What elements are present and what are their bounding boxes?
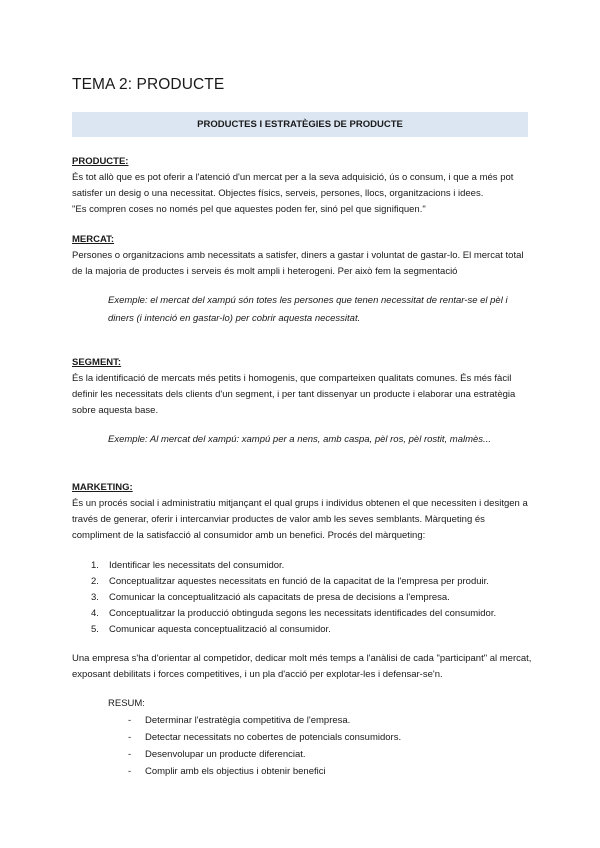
list-text: Desenvolupar un producte diferenciat. bbox=[145, 749, 306, 760]
list-item bbox=[72, 574, 532, 590]
marketing-closing bbox=[72, 651, 532, 683]
list-text: Complir amb els objectius i obtenir benefici bbox=[145, 766, 326, 777]
marketing-definition: És un procés social i administratiu mitjançant el qual grups i individus obtenen el que necessiten i desitgen a través de generar, oferir i intercanviar productes de valor amb les seves semblants. Màrqueting és compliment de la satisfacció al consumidor amb un benefici. Procés del màrqueting: bbox=[72, 498, 528, 541]
mercat-section bbox=[72, 232, 532, 280]
producte-heading: PRODUCTE: bbox=[72, 156, 129, 167]
list-item bbox=[108, 712, 508, 729]
producte-quote: "Es compren coses no només pel que aquestes poden fer, sinó pel que signifiquen." bbox=[72, 204, 426, 215]
marketing-process-list bbox=[72, 558, 532, 638]
mercat-heading: MERCAT: bbox=[72, 234, 115, 245]
bullet-dash: - bbox=[128, 749, 132, 760]
resum-list bbox=[108, 712, 508, 780]
segment-heading: SEGMENT: bbox=[72, 357, 122, 368]
list-number: 4. bbox=[91, 608, 99, 619]
list-text: Determinar l'estratègia competitiva de l'empresa. bbox=[145, 715, 351, 726]
list-text: Conceptualitzar aquestes necessitats en funció de la capacitat de la l'empresa per produir. bbox=[109, 576, 489, 587]
list-number: 3. bbox=[91, 592, 99, 603]
producte-definition: És tot allò que es pot oferir a l'atenció d'un mercat per a la seva adquisició, ús o consum, i que a més pot satisfer un desig o una necessitat. Objectes físics, serveis, persones, llocs, organitzacions i idees. bbox=[72, 172, 514, 199]
list-number: 1. bbox=[91, 560, 99, 571]
producte-section bbox=[72, 154, 532, 218]
bullet-dash: - bbox=[128, 766, 132, 777]
mercat-definition: Persones o organitzacions amb necessitats a satisfer, diners a gastar i voluntat de gastar-lo. El mercat total de la majoria de productes i serveis és molt ampli i heterogeni. Per això fem la segmentació bbox=[72, 250, 524, 277]
list-item bbox=[108, 729, 508, 746]
list-number: 5. bbox=[91, 624, 99, 635]
segment-example: Exemple: Al mercat del xampú: xampú per a nens, amb caspa, pèl ros, pèl rostit, malmès... bbox=[108, 434, 491, 445]
list-item bbox=[72, 606, 532, 622]
list-item bbox=[108, 746, 508, 763]
segment-definition: És la identificació de mercats més petits i homogenis, que comparteixen qualitats comunes. És més fàcil definir les necessitats dels clients d'un segment, i per tant dissenyar un producte i elaborar una estratègia sobre aquesta base. bbox=[72, 373, 516, 416]
list-text: Detectar necessitats no cobertes de potencials consumidors. bbox=[145, 732, 402, 743]
list-text: Comunicar aquesta conceptualització al consumidor. bbox=[109, 624, 331, 635]
marketing-section bbox=[72, 480, 532, 544]
list-number: 2. bbox=[91, 576, 99, 587]
list-item bbox=[108, 763, 508, 780]
segment-section bbox=[72, 355, 532, 419]
page-title: TEMA 2: PRODUCTE bbox=[72, 76, 225, 93]
bullet-dash: - bbox=[128, 715, 132, 726]
list-text: Conceptualitzar la producció obtinguda segons les necessitats identificades del consumidor. bbox=[109, 608, 497, 619]
mercat-example: Exemple: el mercat del xampú són totes les persones que tenen necessitat de rentar-se el pèl i diners (i intenció en gastar-lo) per cobrir aquesta necessitat. bbox=[108, 295, 508, 324]
closing-paragraph: Una empresa s'ha d'orientar al competidor, dedicar molt més temps a l'anàlisi de cada "participant" al mercat, exposant debilitats i forces competitives, i un pla d'acció per explotar-les i defensar-se'n. bbox=[72, 653, 532, 680]
list-text: Identificar les necessitats del consumidor. bbox=[109, 560, 285, 571]
list-item bbox=[72, 622, 532, 638]
section-banner: PRODUCTES I ESTRATÈGIES DE PRODUCTE bbox=[72, 112, 528, 137]
list-item bbox=[72, 558, 532, 574]
list-item bbox=[72, 590, 532, 606]
marketing-heading: MARKETING: bbox=[72, 482, 133, 493]
resum-heading: RESUM: bbox=[108, 698, 145, 709]
list-text: Comunicar la conceptualització als capacitats de presa de decisions a l'empresa. bbox=[109, 592, 450, 603]
bullet-dash: - bbox=[128, 732, 132, 743]
